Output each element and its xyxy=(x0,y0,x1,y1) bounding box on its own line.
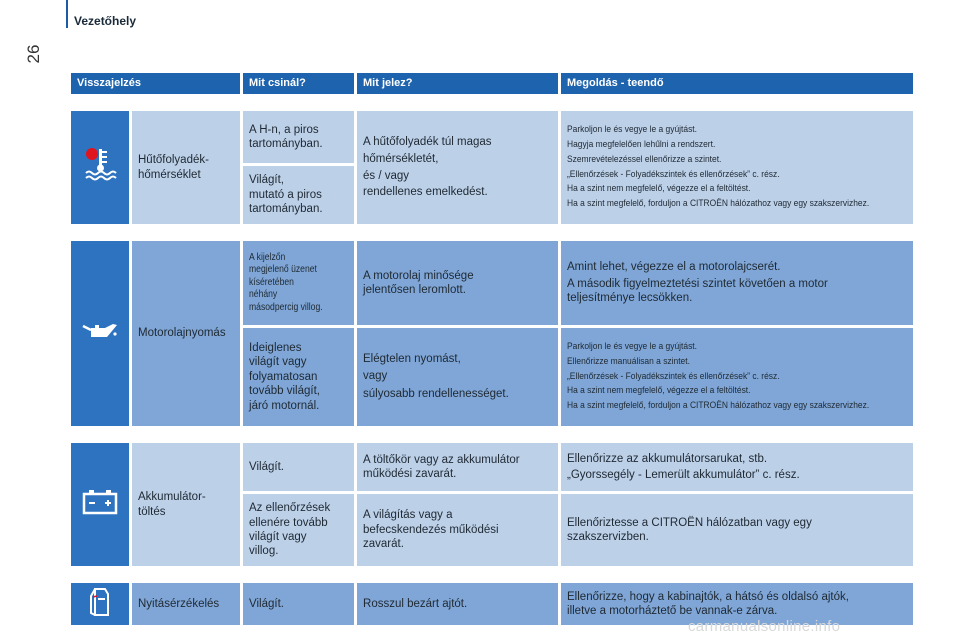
action-text: Az ellenőrzések ellenére tovább világít vagy villog. xyxy=(243,494,354,566)
solution-line: Szemrevételezéssel ellenőrizze a szintet. xyxy=(567,153,722,165)
page-number: 26 xyxy=(24,44,43,64)
action-text: A kijelzőn megjelenő üzenet kíséretében néhány másodpercig villog. xyxy=(249,251,323,313)
solution-line: Ha a szint nem megfelelő, végezze el a feltöltést. xyxy=(567,385,751,397)
header-indicator: Visszajelzés xyxy=(71,73,240,94)
coolant-temperature-icon xyxy=(83,146,117,188)
table-header-row xyxy=(71,73,913,94)
indicator-name: Akkumulátor- töltés xyxy=(132,443,240,566)
solution-line: Amint lehet, végezze el a motorolajcserét. xyxy=(567,261,781,274)
indicator-name: Nyitásérzékelés xyxy=(132,583,240,625)
solution-line: „Gyorssegély - Lemerült akkumulátor” c. rész. xyxy=(567,469,800,481)
solution-text: Ellenőrizze, hogy a kabinajtók, a hátsó és oldalsó ajtók, illetve a motorháztető be vannak-e zárva. xyxy=(561,583,913,625)
meaning-text: A hűtőfolyadék túl magas hőmérsékletét, és / vagy rendellenes emelkedést. xyxy=(357,111,558,224)
meaning-text: A töltőkör vagy az akkumulátor működési zavarát. xyxy=(357,443,558,491)
solution-line: Ha a szint megfelelő, forduljon a CITROËN hálózathoz vagy egy szakszervizhez. xyxy=(567,198,870,210)
solution-cell xyxy=(561,241,913,325)
header-action: Mit csinál? xyxy=(243,73,354,94)
solution-line: „Ellenőrzések - Folyadékszintek és ellenőrzések” c. rész. xyxy=(567,370,780,382)
table-row xyxy=(71,241,913,325)
solution-cell xyxy=(561,111,913,224)
action-text: Világít, mutató a piros tartományban. xyxy=(243,166,354,224)
solution-line: „Ellenőrzések - Folyadékszintek és ellenőrzések” c. rész. xyxy=(567,168,780,180)
meaning-text: Elégtelen nyomást, vagy súlyosabb rendellenességet. xyxy=(357,328,558,426)
indicator-name: Hűtőfolyadék- hőmérséklet xyxy=(132,111,240,224)
oil-can-icon xyxy=(81,319,119,347)
section-title: Vezetőhely xyxy=(74,14,137,28)
solution-line: Hagyja megfelelően lehűlni a rendszert. xyxy=(567,138,716,150)
solution-line: Ellenőrizze az akkumulátorsarukat, stb. xyxy=(567,452,768,465)
table-row xyxy=(71,111,913,163)
door-open-icon xyxy=(88,587,112,621)
watermark: carmanualsonline.info xyxy=(688,618,841,635)
section-marker-bar xyxy=(66,0,68,28)
indicator-name: Motorolajnyomás xyxy=(132,241,240,426)
solution-cell xyxy=(561,443,913,491)
meaning-text: A motorolaj minősége jelentősen leromlott. xyxy=(357,241,558,325)
solution-line: Ha a szint nem megfelelő, végezze el a feltöltést. xyxy=(567,183,751,195)
header-solution: Megoldás - teendő xyxy=(561,73,913,94)
action-text: Ideiglenes világít vagy folyamatosan tovább világít, járó motornál. xyxy=(243,328,354,426)
action-cell xyxy=(243,241,354,325)
meaning-text: Rosszul bezárt ajtót. xyxy=(357,583,558,625)
solution-cell xyxy=(561,328,913,426)
oil-icon-cell xyxy=(71,241,129,426)
solution-line: Ha a szint megfelelő, forduljon a CITROËN hálózathoz vagy egy szakszervizhez. xyxy=(567,400,870,412)
action-text: Világít. xyxy=(243,583,354,625)
warning-lights-table xyxy=(68,70,916,628)
meaning-text: A világítás vagy a befecskendezés működési zavarát. xyxy=(357,494,558,566)
coolant-icon-cell xyxy=(71,111,129,224)
action-text: Világít. xyxy=(243,443,354,491)
table-row xyxy=(71,443,913,491)
solution-line: Parkoljon le és vegye le a gyújtást. xyxy=(567,340,698,352)
solution-line: Ellenőrizze manuálisan a szintet. xyxy=(567,355,690,367)
battery-icon-cell xyxy=(71,443,129,566)
door-icon-cell xyxy=(71,583,129,625)
action-text: A H-n, a piros tartományban. xyxy=(243,111,354,163)
solution-text: Ellenőriztesse a CITROËN hálózatban vagy egy szakszervizben. xyxy=(561,494,913,566)
solution-line: A második figyelmeztetési szintet követően a motor teljesítménye lecsökken. xyxy=(567,277,828,305)
solution-line: Parkoljon le és vegye le a gyújtást. xyxy=(567,123,698,135)
header-meaning: Mit jelez? xyxy=(357,73,558,94)
battery-icon xyxy=(82,489,118,519)
